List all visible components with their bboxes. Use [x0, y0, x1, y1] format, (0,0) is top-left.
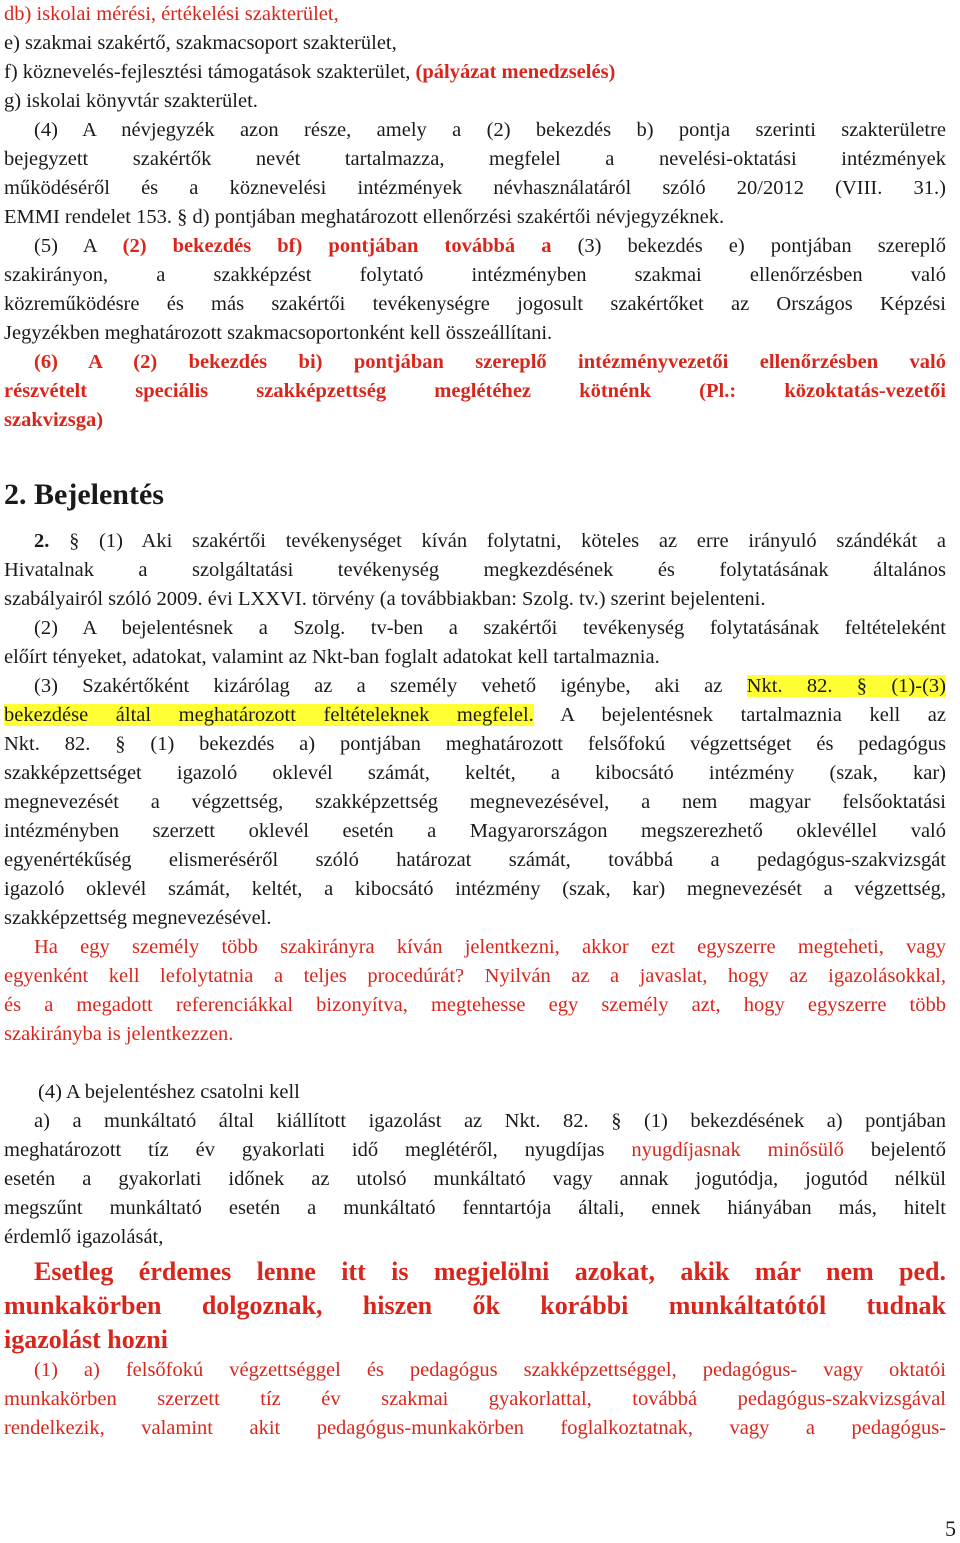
text-line: szakképzettséget igazoló oklevél számát, keltét, a kibocsátó intézmény (szak, kar)	[4, 762, 946, 784]
text-line: Hivatalnak a szolgáltatási tevékenység megkezdésének és folytatásának általános	[4, 559, 946, 581]
text-line: g) iskolai könyvtár szakterület.	[4, 90, 258, 112]
text-line: megnevezését a végzettség, szakképzettség megnevezésével, a nem magyar felsőoktatási	[4, 791, 946, 813]
red-bold-run: (2) bekezdés bf) pontjában továbbá a	[122, 235, 552, 257]
text-line: intézményben szerzett oklevél esetén a Magyarországon megszerezhető oklevéllel való	[4, 820, 946, 842]
text-line: db) iskolai mérési, értékelési szakterület,	[4, 3, 339, 25]
text-line: szakirányon, a szakképzést folytató intézményben szakmai ellenőrzésben való	[4, 264, 946, 286]
highlighted-run: bekezdése által meghatározott feltételeknek megfelel.	[4, 704, 534, 726]
text-line: szakirányba is jelentkezzen.	[4, 1023, 234, 1045]
text-line	[4, 672, 946, 701]
red-bold-run: (pályázat menedzselés)	[415, 61, 616, 83]
text-line: e) szakmai szakértő, szakmacsoport szakterület,	[4, 32, 397, 54]
text-line	[4, 527, 946, 556]
text-run: A bejelentésnek tartalmaznia kell az	[533, 704, 946, 726]
text-line: szabályairól szóló 2009. évi LXXVI. törvény (a továbbiakban: Szolg. tv.) szerint bejelenteni.	[4, 588, 766, 610]
text-line: egyenértékűség elismeréséről szóló határozat számát, továbbá a pedagógus-szakvizsgát	[4, 849, 946, 871]
highlighted-run: Nkt. 82. § (1)-(3)	[746, 675, 946, 697]
text-run: meghatározott tíz év gyakorlati idő meglétéről, nyugdíjas	[4, 1139, 632, 1161]
text-line: a) a munkáltató által kiállított igazolást az Nkt. 82. § (1) bekezdésének a) pontjában	[34, 1110, 946, 1132]
text-line: előírt tényeket, adatokat, valamint az Nkt-ban foglalt adatokat kell tartalmaznia.	[4, 646, 660, 668]
text-line: munkakörben szerzett tíz év szakmai gyakorlattal, továbbá pedagógus-szakvizsgával	[4, 1388, 946, 1410]
bold-run: 2.	[34, 530, 50, 552]
text-line: működéséről és a köznevelési intézmények névhasználatáról szóló 20/2012 (VIII. 31.)	[4, 177, 946, 199]
text-line: igazolást hozni	[4, 1325, 168, 1354]
text-run: f) köznevelés-fejlesztési támogatások szakterület,	[4, 61, 416, 83]
text-line: esetén a gyakorlati időnek az utolsó munkáltató vagy annak jogutódja, jogutód nélkül	[4, 1168, 946, 1190]
text-line: (4) A névjegyzék azon része, amely a (2) bekezdés b) pontja szerinti szakterületre	[34, 119, 946, 141]
text-run: § (1) Aki szakértői tevékenységet kíván folytatni, köteles az erre irányuló szándékát a	[49, 530, 946, 552]
text-line: Esetleg érdemes lenne itt is megjelölni azokat, akik már nem ped.	[34, 1257, 946, 1286]
red-run: nyugdíjasnak minősülő	[631, 1139, 844, 1161]
text-line: (2) A bejelentésnek a Szolg. tv-ben a szakértői tevékenység folytatásának feltételeként	[34, 617, 946, 639]
text-line: bejegyzett szakértők nevét tartalmazza, megfelel a nevelési-oktatási intézmények	[4, 148, 946, 170]
text-line: igazoló oklevél számát, keltét, a kibocsátó intézmény (szak, kar) megnevezését a végzettség,	[4, 878, 946, 900]
text-line: rendelkezik, valamint akit pedagógus-munkakörben foglalkoztatnak, vagy a pedagógus-	[4, 1417, 946, 1439]
text-line: szakképzettség megnevezésével.	[4, 907, 272, 929]
text-line	[4, 58, 946, 87]
text-line: egyenként kell lefolytatnia a teljes procedúrát? Nyilván az a javaslat, hogy az igazolásokkal,	[4, 965, 946, 987]
text-line: munkakörben dolgoznak, hiszen ők korábbi munkáltatótól tudnak	[4, 1291, 946, 1320]
text-line: EMMI rendelet 153. § d) pontjában meghatározott ellenőrzési szakértői névjegyzéknek.	[4, 206, 725, 228]
text-run: bejelentő	[843, 1139, 946, 1161]
text-line: (4) A bejelentéshez csatolni kell	[38, 1081, 300, 1103]
text-line: Jegyzékben meghatározott szakmacsoportonként kell összeállítani.	[4, 322, 553, 344]
text-line: megszűnt munkáltató esetén a munkáltató fenntartója általi, ennek hiányában más, hitelt	[4, 1197, 946, 1219]
section-heading: 2. Bejelentés	[4, 478, 164, 511]
text-line: részvételt speciális szakképzettség meglétéhez kötnénk (Pl.: közoktatás-vezetői	[4, 380, 946, 402]
text-line: (1) a) felsőfokú végzettséggel és pedagógus szakképzettséggel, pedagógus- vagy oktatói	[34, 1359, 946, 1381]
text-run: (3) Szakértőként kizárólag az a személy vehető igénybe, aki az	[34, 675, 747, 697]
text-line: és a megadott referenciákkal bizonyítva, megtehesse egy személy azt, hogy egyszerre több	[4, 994, 946, 1016]
text-line	[4, 701, 946, 730]
text-run: (3) bekezdés e) pontjában szereplő	[551, 235, 947, 257]
text-run: (5) A	[34, 235, 123, 257]
text-line	[4, 232, 946, 261]
text-line: Nkt. 82. § (1) bekezdés a) pontjában meghatározott felsőfokú végzettséget és pedagógus	[4, 733, 946, 755]
text-line: (6) A (2) bekezdés bi) pontjában szereplő intézményvezetői ellenőrzésben való	[34, 351, 946, 373]
text-line	[4, 1136, 946, 1165]
text-line: Ha egy személy több szakirányra kíván jelentkezni, akkor ezt egyszerre megteheti, vagy	[34, 936, 946, 958]
page-number: 5	[945, 1516, 956, 1541]
text-line: közreműködésre és más szakértői tevékenységre jogosult szakértőket az Országos Képzési	[4, 293, 946, 315]
text-line: érdemlő igazolását,	[4, 1226, 164, 1248]
text-line: szakvizsga)	[4, 409, 104, 431]
